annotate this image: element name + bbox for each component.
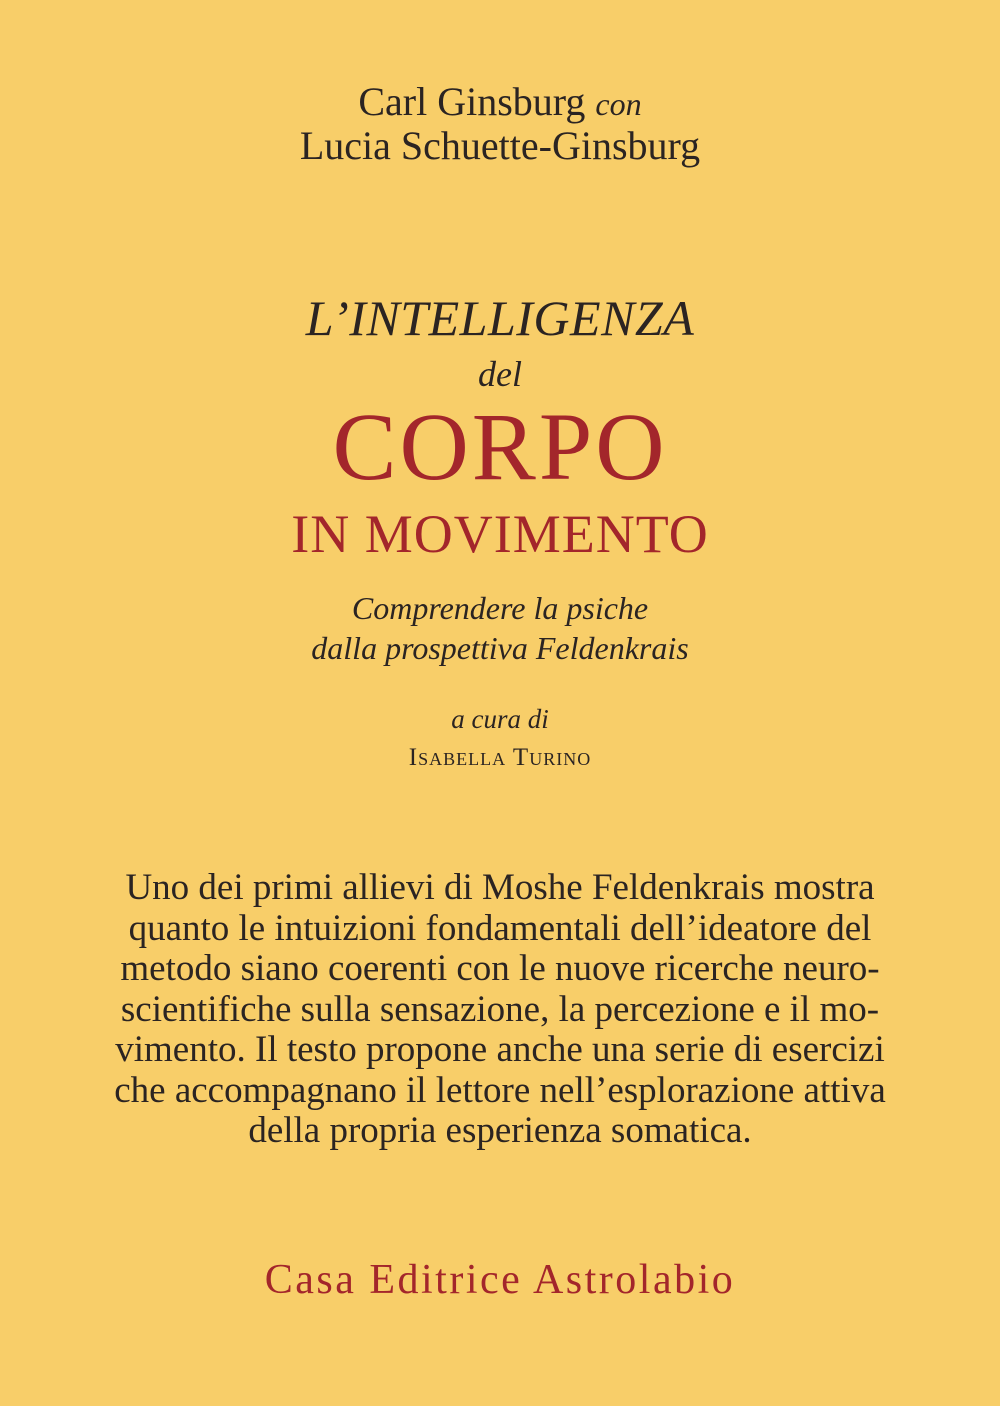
- blurb-line: scientifiche sulla sensazione, la percezione e il mo-: [120, 988, 880, 1030]
- publisher-name: Casa Editrice Astrolabio: [264, 1257, 736, 1303]
- author-primary: Carl Ginsburg: [358, 79, 586, 124]
- blurb-line: che accompagnano il lettore nell’esplorazione attiva: [114, 1069, 886, 1111]
- blurb-line: Uno dei primi allievi di Moshe Feldenkrais mostra: [125, 867, 875, 908]
- title-line-movimento: IN MOVIMENTO: [291, 504, 709, 564]
- subtitle-line-1: Comprendere la psiche: [351, 590, 649, 626]
- author-secondary: Lucia Schuette-Ginsburg: [299, 123, 701, 168]
- curator-name: Isabella Turino: [408, 744, 592, 771]
- blurb-line: della propria esperienza somatica.: [248, 1110, 752, 1151]
- blurb-line: vimento. Il testo propone anche una serie di esercizi: [115, 1029, 885, 1070]
- title-line-intelligenza: L’INTELLIGENZA: [305, 290, 695, 346]
- title-line-corpo: CORPO: [332, 393, 668, 500]
- author-conjunction: con: [595, 86, 642, 122]
- blurb-line: quanto le intuizioni fondamentali dell’ideatore del: [128, 907, 872, 949]
- blurb-line: metodo siano coerenti con le nuove ricerche neuro-: [120, 948, 880, 989]
- author-line-primary: [0, 78, 1000, 128]
- subtitle-line-2: dalla prospettiva Feldenkrais: [311, 630, 689, 666]
- curator-label: a cura di: [451, 704, 549, 734]
- title-line-del: del: [478, 354, 522, 394]
- blurb-paragraph: [0, 868, 1000, 1152]
